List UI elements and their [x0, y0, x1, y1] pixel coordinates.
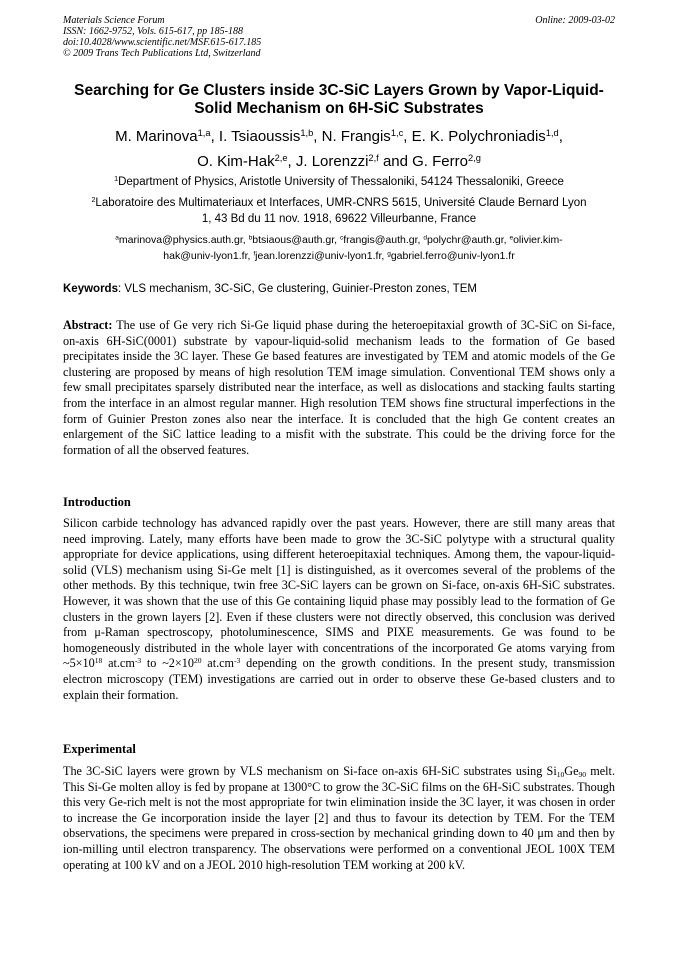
- paragraph-text: at.cm: [201, 656, 235, 671]
- keywords: [63, 282, 615, 296]
- email: polychr@auth.gr,: [427, 234, 507, 246]
- affiliation-sup: 2: [91, 196, 96, 205]
- author-name: O. Kim-Hak: [197, 153, 275, 170]
- exponent: -3: [234, 656, 241, 666]
- author-sup: 1,d: [545, 127, 559, 138]
- section-heading-introduction: Introduction: [63, 495, 131, 509]
- email-sup: b: [248, 234, 253, 242]
- exponent: -3: [134, 656, 142, 666]
- author-list: [55, 124, 623, 174]
- journal-copyright: © 2009 Trans Tech Publications Ltd, Switzerland: [63, 48, 261, 59]
- paragraph-text: depending on the growth conditions. In the present study, transmission electron microscopy (TEM) investigations are carried out in order to observe these Ge-based clusters and to explain their formation.: [63, 656, 615, 702]
- keywords-text: : VLS mechanism, 3C-SiC, Ge clustering, Guinier-Preston zones, TEM: [117, 283, 477, 295]
- author-name: E. K. Polychroniadis: [411, 128, 546, 145]
- journal-doi: doi:10.4028/www.scientific.net/MSF.615-617.185: [63, 37, 262, 48]
- paragraph-text: Ge: [564, 764, 579, 778]
- email-sup: d: [423, 234, 427, 242]
- affiliation-line: 1, 43 Bd du 11 nov. 1918, 69622 Villeurbanne, France: [201, 213, 477, 225]
- email: marinova@physics.auth.gr,: [118, 234, 246, 246]
- email: olivier.kim-: [513, 234, 563, 246]
- affiliation-line: [60, 195, 618, 211]
- author-name: M. Marinova: [115, 128, 198, 145]
- paragraph-text: The 3C-SiC layers were grown by VLS mechanism on Si-face on-axis 6H-SiC substrates using Si: [63, 764, 557, 778]
- affiliation-sup: 1: [114, 175, 119, 184]
- author-name: N. Frangis: [321, 128, 391, 145]
- abstract: [63, 318, 615, 458]
- email: hak@univ-lyon1.fr,: [163, 250, 251, 262]
- author-conjunction: and: [382, 153, 408, 170]
- email-sup: e: [509, 234, 514, 242]
- author-name: J. Lorenzzi: [295, 153, 369, 170]
- author-sup: 2,e: [274, 152, 288, 163]
- affiliation-1: [60, 174, 618, 190]
- email: jean.lorenzzi@univ-lyon1.fr,: [255, 250, 385, 262]
- paragraph-text: at.cm: [102, 656, 135, 671]
- email: frangis@auth.gr,: [343, 234, 421, 246]
- email: btsiaous@auth.gr,: [252, 234, 338, 246]
- introduction-paragraph: [63, 516, 615, 703]
- paragraph-text: melt. This Si-Ge molten alloy is fed by propane at 1300°C to grow the 3C-SiC films on the 6H-SiC substrates. Though this very Ge-rich melt is not the most appropriate for twin elimination inside the 3C layer, it was chosen in order to increase the Ge incorporation inside the layer [2] and thus to favour its detection by TEM. For the TEM observations, the specimens were prepared in cross-section by mechanical grinding down to 40 μm and then by ion-milling until electron transparency. The observations were performed on a conventional JEOL 100X TEM operating at 100 kV and on a JEOL 2010 high-resolution TEM working at 200 kV.: [63, 764, 615, 872]
- affiliation-text: Department of Physics, Aristotle University of Thessaloniki, 54124 Thessaloniki, Greece: [118, 176, 564, 188]
- author-name: I. Tsiaoussis: [218, 128, 301, 145]
- email: gabriel.ferro@univ-lyon1.fr: [390, 250, 515, 262]
- author-sup: 1,c: [390, 127, 404, 138]
- email-line-1: [60, 232, 618, 248]
- affiliation-text: Laboratoire des Multimateriaux et Interfaces, UMR-CNRS 5615, Université Claude Bernard Lyon: [95, 197, 587, 209]
- keywords-label: Keywords: [63, 283, 118, 295]
- paragraph-text: to ~2×10: [141, 656, 194, 671]
- author-line-1: M. Marinova$^{1,a}$, I. Tsiaoussis$^{1,b}$, N. Frangis$^{1,c}$, E. K. Polychroniadis$^{1,d}$,: [115, 127, 563, 145]
- exponent: 20: [193, 656, 202, 666]
- email-sup: a: [115, 234, 119, 242]
- subscript: 10: [556, 769, 565, 779]
- subscript: 90: [578, 769, 587, 779]
- paper-title: [55, 82, 623, 118]
- abstract-label: Abstract:: [63, 318, 113, 332]
- online-date: Online: 2009-03-02: [535, 15, 615, 26]
- author-sup: 2,g: [467, 152, 481, 163]
- email-list: [60, 232, 618, 264]
- author-line-2: O. Kim-Hak$^{2,e}$, J. Lorenzzi$^{2,f}$ and G. Ferro$^{2,g}$: [197, 152, 481, 170]
- email-sup: g: [387, 250, 391, 258]
- abstract-text: The use of Ge very rich Si-Ge liquid phase during the heteroepitaxial growth of 3C-SiC on Si-face, on-axis 6H-SiC(0001) substrate by vapour-liquid-solid mechanism leads to the formation of Ge based precipitates inside the 3C layer. These Ge based features are investigated by TEM and atomic models of the Ge clustering are proposed by means of high resolution TEM image simulation. Conventional TEM shows only a few small precipitates sparsely distributed near the interface, as well as dislocations and stacking faults starting from the interface in an almost regular manner. High resolution TEM shows fine structural imperfections in the form of Guinier Preston zones also near the interface. It is concluded that the high Ge content creates an enlargement of the SiC lattice leading to a misfit with the substrate. This could be the driving force for the formation of all the observed features.: [63, 318, 615, 457]
- section-heading-experimental: Experimental: [63, 742, 136, 756]
- email-line-2: [60, 248, 618, 264]
- title-line-1: Searching for Ge Clusters inside 3C-SiC Layers Grown by Vapor-Liquid-: [74, 82, 604, 99]
- exponent: 18: [94, 656, 103, 666]
- author-sup: 2,f: [368, 152, 379, 163]
- author-sup: 1,a: [197, 127, 211, 138]
- author-sup: 1,b: [300, 127, 314, 138]
- journal-issn: ISSN: 1662-9752, Vols. 615-617, pp 185-188: [63, 26, 243, 37]
- experimental-paragraph: [63, 764, 615, 873]
- email-sup: c: [340, 234, 344, 242]
- author-name: G. Ferro: [412, 153, 468, 170]
- paragraph-text: Silicon carbide technology has advanced rapidly over the past years. However, there are still many areas that need improving. Lately, many efforts have been made to grow the 3C-SiC polytype with a structural quality appropriate for device applications, using different heteroepitaxial techniques. Among them, the vapour-liquid-solid (VLS) mechanism using Si-Ge melt [1] is distinguished, as it overcomes several of the problems of the other methods. By this technique, twin free 3C-SiC layers can be grown on Si-face, on-axis 6H-SiC substrates. However, it was shown that the use of this Ge containing liquid phase may possibly lead to the formation of Ge clusters in the grown layers [2]. Even if these clusters were not directly observed, this conclusion was derived from μ-Raman spectroscopy, photoluminescence, SIMS and PIXE measurements. Ge was found to be homogeneously distributed in the whole layer with concentrations of the incorporated Ge atoms varying from ~5×10: [63, 516, 615, 671]
- title-line-2: Solid Mechanism on 6H-SiC Substrates: [194, 100, 484, 117]
- affiliation-2: [60, 195, 618, 227]
- journal-header: [63, 15, 615, 59]
- email-sup: f: [253, 250, 256, 258]
- journal-name: Materials Science Forum: [63, 15, 165, 26]
